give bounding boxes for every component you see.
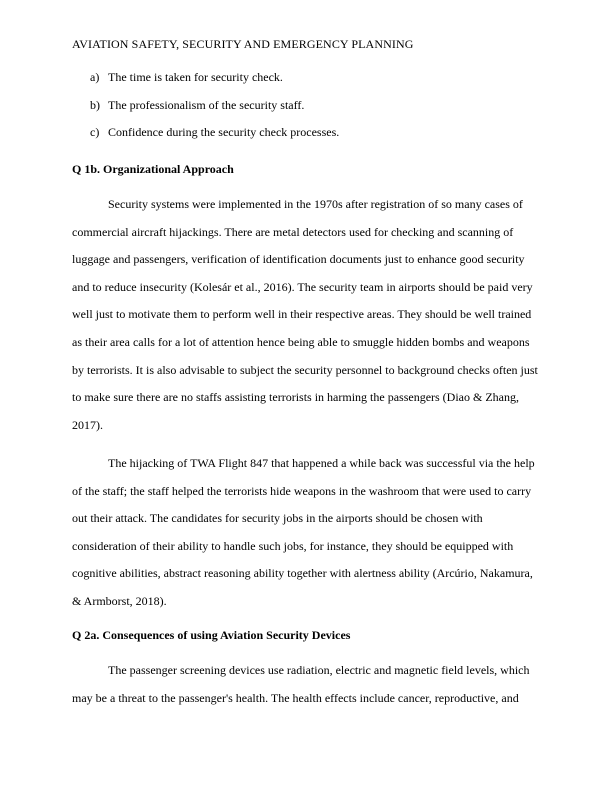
list-item-text: Confidence during the security check processes. [108,125,340,140]
section-heading-consequences: Q 2a. Consequences of using Aviation Security Devices [72,628,351,642]
section-heading-organizational-approach: Q 1b. Organizational Approach [72,162,234,176]
list-item [72,98,339,126]
running-head: AVIATION SAFETY, SECURITY AND EMERGENCY PLANNING [72,37,414,51]
list-marker: b) [90,97,100,112]
list-item-text: The professionalism of the security staff. [108,97,305,112]
list-item [72,70,339,98]
list-item [72,125,339,153]
criteria-list [72,70,339,153]
list-marker: a) [90,70,100,84]
body-paragraph: The hijacking of TWA Flight 847 that happened a while back was successful via the help of the staff; the staff helped the terrorists hide weapons in the washroom that were used to carry out their attack. The candidates for security jobs in the airports should be chosen with consideration of their ability to handle such jobs, for instance, they should be equipped with cognitive abilities, abstract reasoning ability together with alertness ability (Arcúrio, Nakamura, & Armborst, 2018). [72,456,535,608]
body-paragraph: The passenger screening devices use radiation, electric and magnetic field levels, which may be a threat to the passenger's health. The health effects include cancer, reproductive, and [72,663,530,705]
list-marker: c) [90,125,100,140]
body-paragraph: Security systems were implemented in the 1970s after registration of so many cases of commercial aircraft hijackings. There are metal detectors used for checking and scanning of luggage and passengers, verification of identification documents just to enhance good security and to reduce insecurity (Kolesár et al., 2016). The security team in airports should be paid very well just to motivate them to perform well in their respective areas. They should be well trained as their area calls for a lot of attention hence being able to smuggle hidden bombs and weapons by terrorists. It is also advisable to subject the security personnel to background checks often just to make sure there are no staffs assisting terrorists in harming the passengers (Diao & Zhang, 2017). [72,197,538,432]
list-item-text: The time is taken for security check. [108,70,283,84]
